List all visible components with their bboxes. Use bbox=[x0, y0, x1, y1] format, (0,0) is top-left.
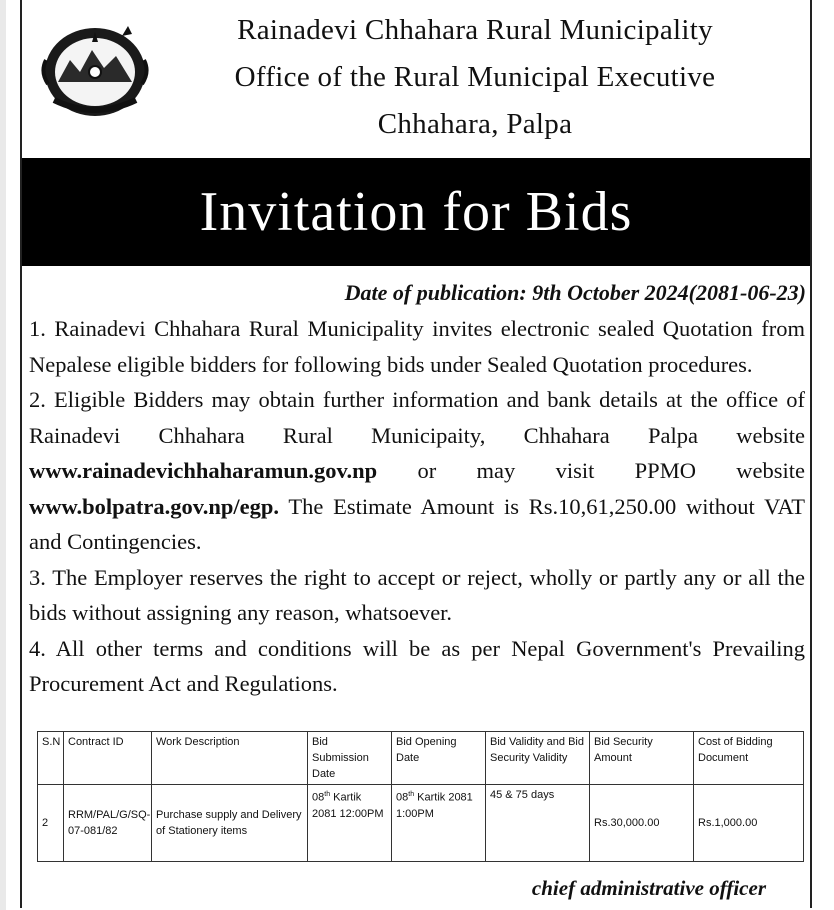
col-header-work-description: Work Description bbox=[152, 732, 308, 785]
table-header-row bbox=[38, 732, 804, 785]
clause-1: 1. Rainadevi Chhahara Rural Municipality invites electronic sealed Quotation from Nepalese eligible bidders for following bids under Sealed Quotation procedures. bbox=[29, 316, 805, 377]
opening-day: 08 bbox=[396, 791, 409, 804]
office-location: Chhahara, Palpa bbox=[377, 108, 573, 140]
submission-rest: Kartik 2081 12:00PM bbox=[312, 791, 384, 820]
ppmo-website-link[interactable]: www.bolpatra.gov.np/egp. bbox=[29, 493, 280, 519]
submission-day: 08 bbox=[312, 791, 325, 804]
clause-2 bbox=[29, 382, 805, 560]
cell-bid-security-amount: Rs.30,000.00 bbox=[590, 785, 694, 862]
cell-bid-validity: 45 & 75 days bbox=[486, 785, 590, 862]
col-header-cost-of-bidding-document: Cost of Bidding Document bbox=[694, 732, 804, 785]
cell-contract-id: RRM/PAL/G/SQ-07-081/82 bbox=[64, 785, 152, 862]
publication-date: Date of publication: 9th October 2024(2081-06-23) bbox=[344, 280, 806, 305]
clause-2-text-c: The Estimate Amount is Rs.10,61,250.00 without VAT and Contingencies. bbox=[29, 493, 805, 554]
col-header-bid-submission-date: Bid Submission Date bbox=[308, 732, 392, 785]
bid-details-table bbox=[37, 731, 804, 862]
office-name: Office of the Rural Municipal Executive bbox=[234, 61, 716, 93]
submission-day-suffix: th bbox=[324, 791, 331, 798]
clause-4: 4. All other terms and conditions will be as per Nepal Government's Prevailing Procurement Act and Regulations. bbox=[29, 635, 805, 696]
col-header-bid-validity: Bid Validity and Bid Security Validity bbox=[486, 732, 590, 785]
cell-sn: 2 bbox=[38, 785, 64, 862]
cell-work-description: Purchase supply and Delivery of Stationery items bbox=[152, 785, 308, 862]
notice-body bbox=[29, 311, 805, 702]
clause-3: 3. The Employer reserves the right to accept or reject, wholly or partly any or all the bids without assigning any reason, whatsoever. bbox=[29, 564, 805, 625]
opening-day-suffix: th bbox=[408, 791, 415, 798]
nepal-emblem-icon bbox=[36, 20, 154, 120]
col-header-sn: S.N bbox=[38, 732, 64, 785]
col-header-bid-security-amount: Bid Security Amount bbox=[590, 732, 694, 785]
notice-title: Invitation for Bids bbox=[199, 181, 633, 243]
cell-cost-of-bidding-document: Rs.1,000.00 bbox=[694, 785, 804, 862]
notice-title-banner bbox=[22, 158, 810, 266]
signature-line: chief administrative officer bbox=[531, 876, 766, 900]
col-header-bid-opening-date: Bid Opening Date bbox=[392, 732, 486, 785]
municipality-name: Rainadevi Chhahara Rural Municipality bbox=[237, 14, 713, 46]
col-header-contract-id: Contract ID bbox=[64, 732, 152, 785]
cell-bid-opening-date bbox=[392, 785, 486, 862]
table-row bbox=[38, 785, 804, 862]
opening-rest: Kartik 2081 1:00PM bbox=[396, 791, 473, 820]
cell-bid-submission-date bbox=[308, 785, 392, 862]
clause-2-text-a: 2. Eligible Bidders may obtain further information and bank details at the office of Rainadevi Chhahara Rural Municipaity, Chhahara Palpa website bbox=[29, 387, 805, 448]
clause-2-text-b: or may visit PPMO website bbox=[377, 458, 805, 483]
municipality-website-link[interactable]: www.rainadevichhaharamun.gov.np bbox=[29, 458, 378, 483]
page-edge-shadow bbox=[0, 0, 6, 910]
